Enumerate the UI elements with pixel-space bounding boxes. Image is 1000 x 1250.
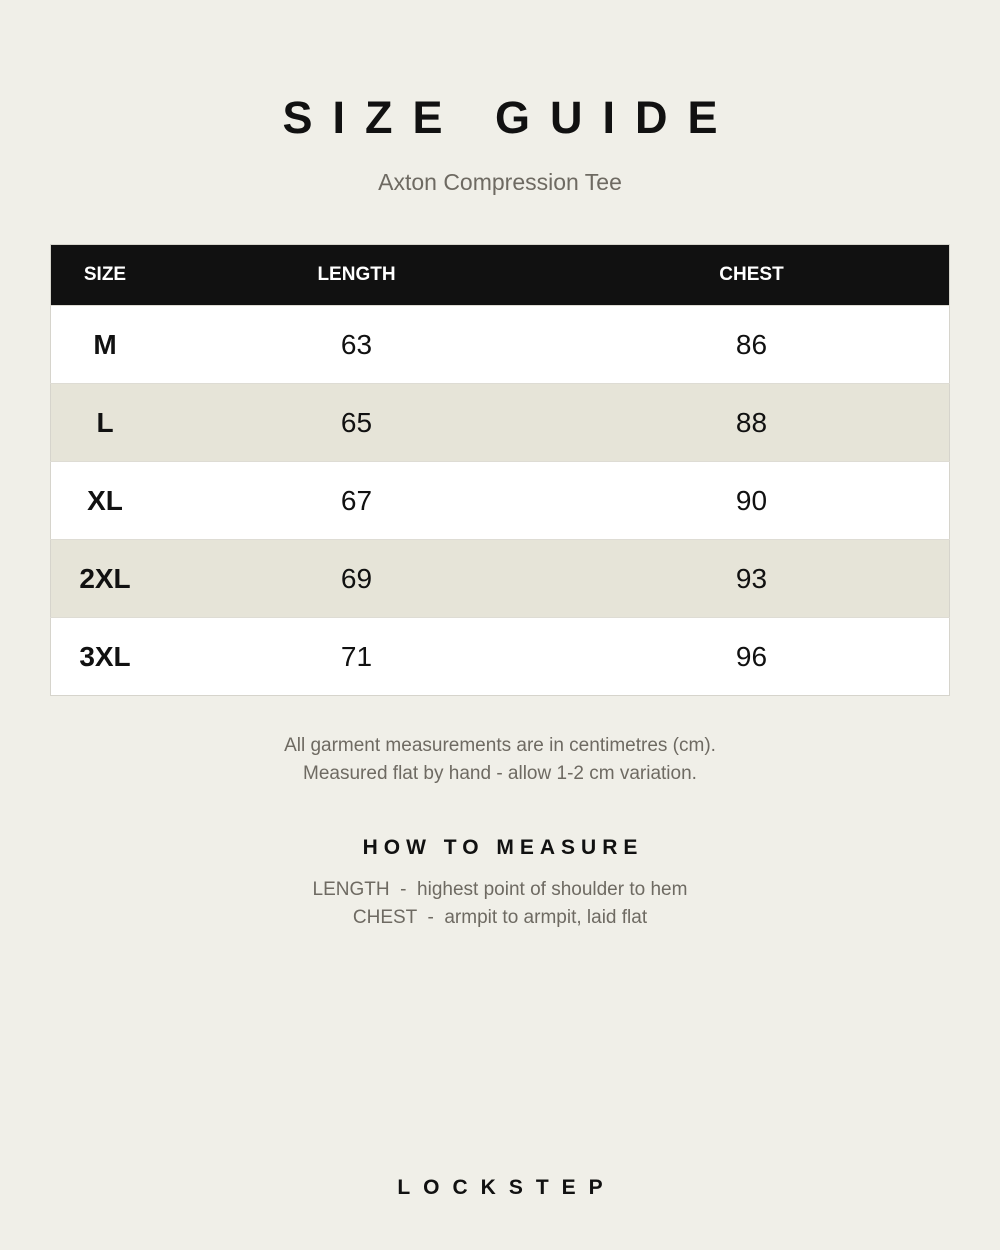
table-row [51, 618, 950, 696]
product-name: Axton Compression Tee [378, 169, 622, 195]
column-header-size: SIZE [51, 245, 160, 306]
measure-item-chest: CHEST - armpit to armpit, laid flat [352, 907, 648, 928]
size-table [50, 244, 950, 696]
how-to-measure-list [0, 876, 1000, 932]
length-cell: 67 [159, 462, 554, 540]
column-header-chest: CHEST [554, 245, 950, 306]
size-cell: 2XL [51, 540, 160, 618]
size-cell: L [51, 384, 160, 462]
length-cell: 63 [159, 306, 554, 384]
column-header-length: LENGTH [159, 245, 554, 306]
how-to-measure-heading: HOW TO MEASURE [362, 836, 644, 859]
length-cell: 69 [159, 540, 554, 618]
table-row [51, 306, 950, 384]
table-row [51, 540, 950, 618]
note-variation: Measured flat by hand - allow 1-2 cm variation. [303, 763, 697, 784]
measurement-notes [0, 732, 1000, 788]
table-header-row [51, 245, 950, 306]
chest-cell: 96 [554, 618, 950, 696]
size-cell: XL [51, 462, 160, 540]
size-cell: M [51, 306, 160, 384]
chest-cell: 93 [554, 540, 950, 618]
note-units: All garment measurements are in centimetres (cm). [284, 735, 716, 756]
length-cell: 65 [159, 384, 554, 462]
chest-cell: 88 [554, 384, 950, 462]
table-row [51, 384, 950, 462]
chest-cell: 90 [554, 462, 950, 540]
chest-cell: 86 [554, 306, 950, 384]
measure-item-length: LENGTH - highest point of shoulder to hem [312, 879, 688, 900]
brand-wordmark: LOCKSTEP [397, 1176, 616, 1199]
size-cell: 3XL [51, 618, 160, 696]
page-title: SIZE GUIDE [282, 92, 738, 143]
length-cell: 71 [159, 618, 554, 696]
table-row [51, 462, 950, 540]
